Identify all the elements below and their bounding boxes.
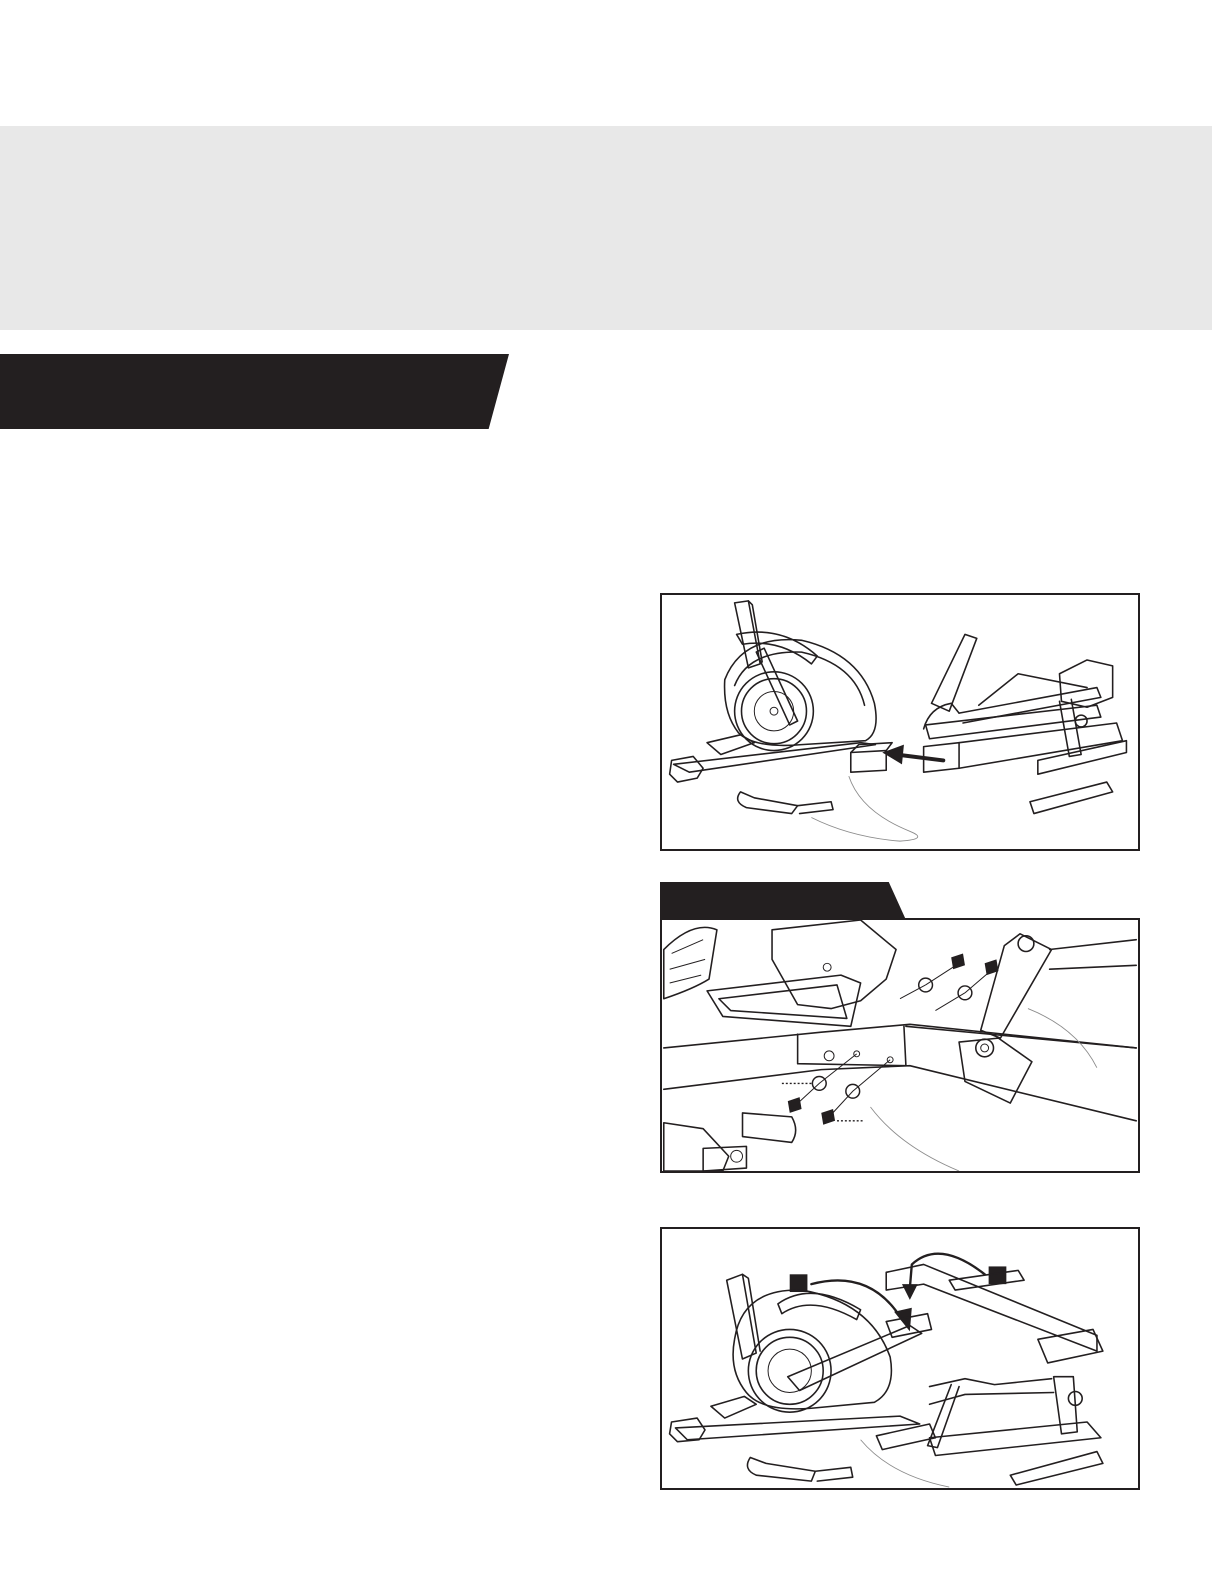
section-title-tab [0,354,509,429]
header-band [0,126,1212,330]
figure-detail [660,918,1140,1173]
callout-square-right-icon [989,1266,1007,1284]
figure-step-1 [660,593,1140,851]
bolt-washer-detail-icon [662,920,1138,1171]
elliptical-drive-frame-icon [662,595,1138,849]
elliptical-assembled-icon [662,1229,1138,1488]
figure-step-2 [660,1227,1140,1490]
detail-callout-tab [660,882,906,920]
